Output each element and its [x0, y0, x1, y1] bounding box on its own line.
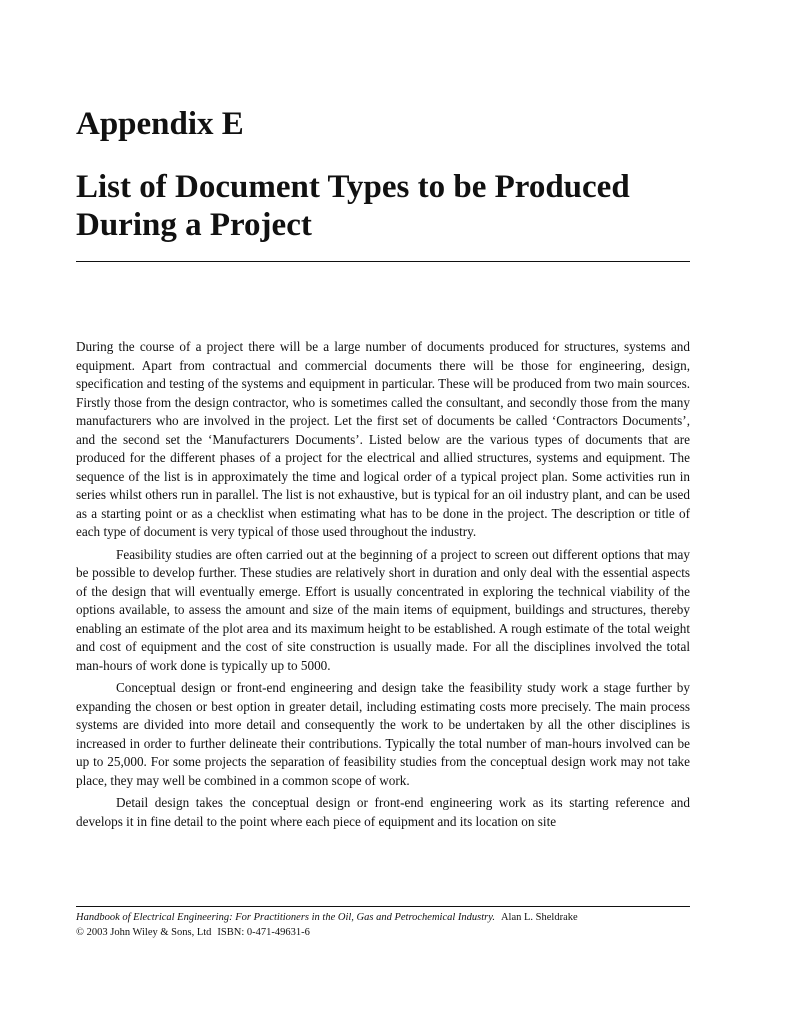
feasibility-paragraph: Feasibility studies are often carried out at the beginning of a project to screen out different options that may be possible to develop further. These studies are relatively short in duration and only deal with the essential aspects of the design that will eventually emerge. Effort is usually concentrated in exploring the technical viability of the options available, to assess the amount and size of the main items of equipment, buildings and structures, thereby enabling an estimate of the plot area and its maximum height to be established. A rough estimate of the total weight and cost of equipment and the cost of site construction is usually made. For all the disciplines involved the total man-hours of work done is typically up to 5000.	[76, 546, 690, 673]
footer-copyright-line	[76, 925, 690, 940]
conceptual-design-paragraph: Conceptual design or front-end engineering and design take the feasibility study work a stage further by expanding the chosen or best option in greater detail, including estimating costs more precisely. The main process systems are divided into more detail and consequently the work to be undertaken by all the other disciplines is increased in order to further delineate their contributions. Typically the total number of man-hours involved can be up to 25,000. For some projects the separation of feasibility studies from the conceptual design work may not take place, they may well be combined in a common scope of work.	[76, 680, 690, 788]
footer-divider	[76, 906, 690, 907]
body-text	[76, 338, 690, 835]
chapter-title-line-2: During a Project	[76, 207, 312, 243]
footer-book-title: Handbook of Electrical Engineering: For Practitioners in the Oil, Gas and Petrochemical Industry.	[76, 912, 495, 923]
detail-design-paragraph: Detail design takes the conceptual design or front-end engineering work as its starting reference and develops it in fine detail to the point where each piece of equipment and its location on site	[76, 795, 690, 829]
title-divider	[76, 261, 690, 262]
chapter-title-line-1: List of Document Types to be Produced	[76, 169, 630, 205]
footer-author: Alan L. Sheldrake	[500, 912, 578, 923]
document-page	[76, 0, 690, 1024]
appendix-label: Appendix E	[76, 106, 244, 142]
intro-paragraph: During the course of a project there will be a large number of documents produced for structures, systems and equipment. Apart from contractual and commercial documents there will be those for engineering, design, specification and testing of the systems and equipment in particular. These will be produced from two main sources. Firstly those from the design contractor, who is sometimes called the consultant, and secondly those from the many manufacturers who are involved in the project. Let the first set of documents be called ‘Contractors Documents’, and the second set the ‘Manufacturers Documents’. Listed below are the various types of documents that are produced for the different phases of a project for the electrical and allied structures, systems and equipment. The sequence of the list is in approximately the time and logical order of a typical project plan. Some activities run in series whilst others run in parallel. The list is not exhaustive, but is typical for an oil industry plant, and can be used as a starting point or as a checklist when estimating what has to be done in the project. The description or title of each type of document is very typical of those used throughout the industry.	[76, 339, 690, 539]
page-footer	[76, 910, 690, 940]
footer-isbn: ISBN: 0-471-49631-6	[217, 927, 310, 938]
chapter-title	[76, 168, 690, 244]
footer-citation-line	[76, 910, 690, 925]
footer-copyright: © 2003 John Wiley & Sons, Ltd	[76, 927, 212, 938]
